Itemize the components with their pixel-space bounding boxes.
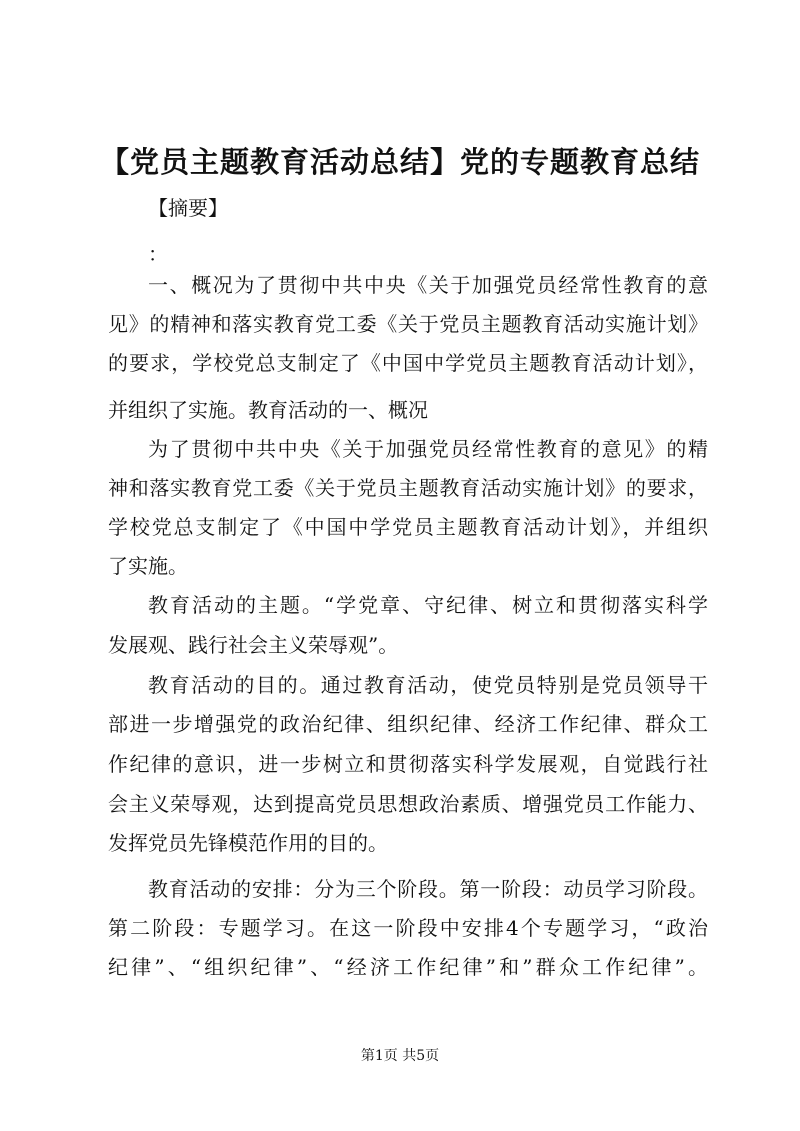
text-line-5: 为了贯彻中共中央《关于加强党员经常性教育的意见》的精 bbox=[148, 437, 708, 461]
text-line-17: 第二阶段：专题学习。在这一阶段中安排4个专题学习，“政治 bbox=[108, 916, 708, 940]
text-line-6: 神和落实教育党工委《关于党员主题教育活动实施计划》的要求， bbox=[108, 476, 708, 500]
text-line-8: 了实施。 bbox=[108, 554, 188, 578]
text-line-16: 教育活动的安排：分为三个阶段。第一阶段：动员学习阶段。 bbox=[148, 877, 708, 901]
abstract-heading: 【摘要】 bbox=[148, 196, 228, 220]
document-title: 【党员主题教育活动总结】党的专题教育总结 bbox=[99, 145, 700, 179]
text-line-3: 的要求，学校党总支制定了《中国中学党员主题教育活动计划》， bbox=[108, 351, 708, 375]
text-line-15: 发挥党员先锋模范作用的目的。 bbox=[108, 831, 388, 855]
text-line-2: 见》的精神和落实教育党工委《关于党员主题教育活动实施计划》 bbox=[108, 312, 708, 336]
abstract-colon: ： bbox=[148, 242, 168, 266]
text-line-13: 作纪律的意识，进一步树立和贯彻落实科学发展观，自觉践行社 bbox=[108, 752, 708, 776]
text-line-7: 学校党总支制定了《中国中学党员主题教育活动计划》，并组织 bbox=[108, 515, 708, 539]
text-line-18: 纪律”、“组织纪律”、“经济工作纪律”和”群众工作纪律”。 bbox=[108, 955, 708, 979]
text-line-11: 教育活动的目的。通过教育活动，使党员特别是党员领导干 bbox=[148, 673, 708, 697]
text-line-9: 教育活动的主题。“学党章、守纪律、树立和贯彻落实科学 bbox=[148, 593, 708, 617]
text-line-14: 会主义荣辱观，达到提高党员思想政治素质、增强党员工作能力、 bbox=[108, 792, 708, 816]
text-line-4: 并组织了实施。教育活动的一、概况 bbox=[108, 398, 428, 422]
text-line-1: 一、概况为了贯彻中共中央《关于加强党员经常性教育的意 bbox=[148, 273, 708, 297]
page-footer: 第1页 共5页 bbox=[360, 1048, 440, 1064]
text-line-12: 部进一步增强党的政治纪律、组织纪律、经济工作纪律、群众工 bbox=[108, 712, 708, 736]
text-line-10: 发展观、践行社会主义荣辱观”。 bbox=[108, 633, 399, 657]
